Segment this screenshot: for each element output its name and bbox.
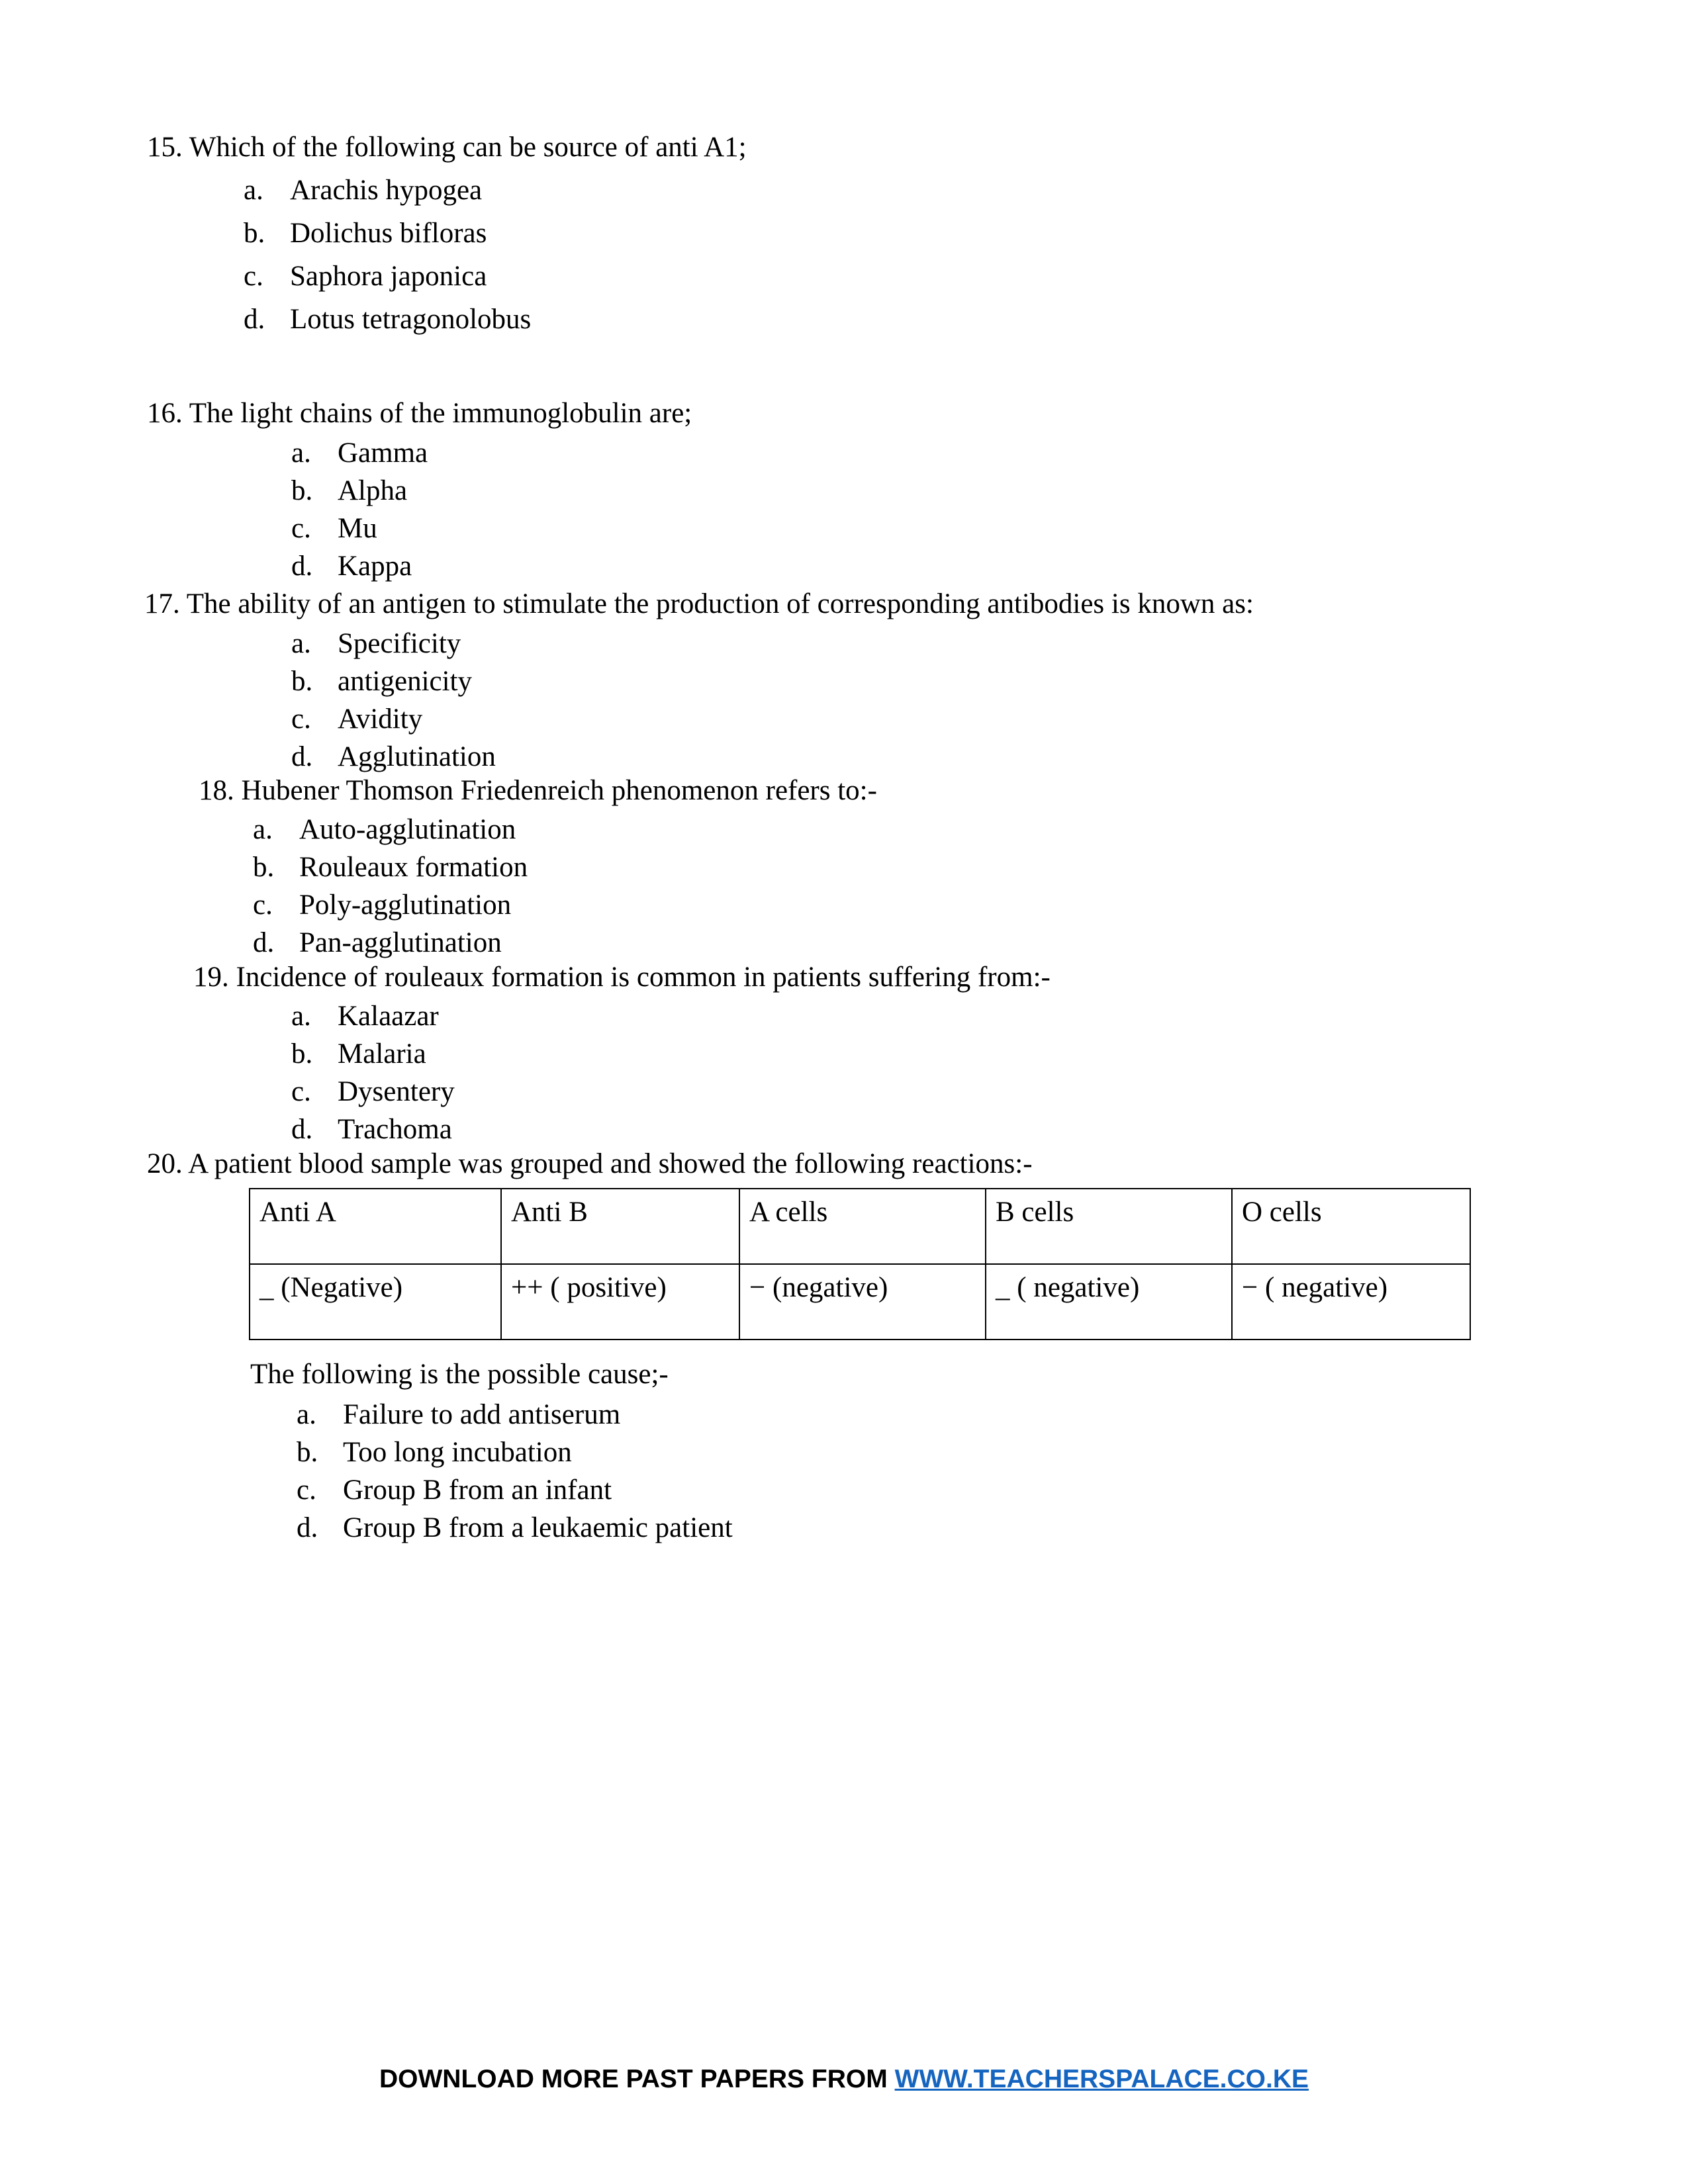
option-letter: c. [291, 1076, 311, 1107]
option-text: Avidity [338, 704, 423, 735]
option-17-c[interactable] [291, 700, 1688, 738]
question-number-16: 16. [147, 398, 183, 429]
table-cell-b-cells-result: _ ( negative) [986, 1264, 1232, 1340]
option-letter: c. [291, 513, 311, 544]
question-stem-15 [147, 128, 1688, 166]
question-number-20: 20. [147, 1148, 183, 1179]
option-16-b[interactable] [291, 472, 1688, 510]
option-letter: a. [291, 628, 311, 659]
table-header-cell-anti-a: Anti A [250, 1189, 501, 1264]
question-stem-19 [193, 958, 1688, 996]
option-15-c[interactable] [244, 257, 1688, 295]
table-cell-o-cells-result: − ( negative) [1232, 1264, 1470, 1340]
option-text: Gamma [338, 437, 428, 469]
option-text: Agglutination [338, 741, 496, 772]
table-header-cell-b-cells: B cells [986, 1189, 1232, 1264]
option-text: Trachoma [338, 1114, 452, 1145]
option-list-17 [291, 625, 1688, 776]
option-letter: a. [291, 1001, 311, 1032]
option-letter: b. [297, 1437, 318, 1468]
option-20-d[interactable] [297, 1509, 1688, 1547]
option-15-d[interactable] [244, 300, 1688, 338]
option-letter: c. [297, 1475, 316, 1506]
option-16-d[interactable] [291, 547, 1688, 585]
option-19-d[interactable] [291, 1111, 1688, 1148]
footer-prefix-text: DOWNLOAD MORE PAST PAPERS FROM [379, 2065, 895, 2093]
option-text: Poly-agglutination [299, 889, 512, 921]
option-20-c[interactable] [297, 1471, 1688, 1509]
option-list-18 [253, 811, 1688, 962]
option-text: Auto-agglutination [299, 814, 516, 845]
question-stem-20 [147, 1145, 1688, 1183]
option-text: Too long incubation [343, 1437, 572, 1468]
question-number-17: 17. [144, 588, 180, 619]
option-18-a[interactable] [253, 811, 1688, 848]
question-block-16 [0, 394, 1688, 585]
table-cell-anti-a-result: _ (Negative) [250, 1264, 501, 1340]
option-letter: d. [291, 1114, 313, 1145]
blood-grouping-table-wrapper [249, 1188, 1471, 1340]
option-letter: b. [291, 1038, 313, 1069]
table-header-cell-a-cells: A cells [739, 1189, 986, 1264]
option-text: Saphora japonica [290, 261, 487, 292]
option-list-20 [297, 1396, 1688, 1547]
page-footer [0, 2065, 1688, 2094]
option-text: Rouleaux formation [299, 852, 528, 883]
option-list-15 [244, 171, 1688, 338]
option-text: Specificity [338, 628, 461, 659]
option-letter: d. [244, 304, 265, 335]
question-block-15 [0, 128, 1688, 338]
option-18-b[interactable] [253, 848, 1688, 886]
option-letter: c. [244, 261, 263, 292]
option-letter: c. [253, 889, 273, 921]
option-16-a[interactable] [291, 434, 1688, 472]
option-19-c[interactable] [291, 1073, 1688, 1111]
option-15-b[interactable] [244, 214, 1688, 252]
option-text: antigenicity [338, 666, 472, 697]
question-text-15: Which of the following can be source of anti A1; [189, 132, 747, 163]
option-17-d[interactable] [291, 738, 1688, 776]
option-text: Group B from a leukaemic patient [343, 1512, 733, 1543]
teacherspalace-link[interactable]: WWW.TEACHERSPALACE.CO.KE [894, 2065, 1309, 2093]
option-15-a[interactable] [244, 171, 1688, 209]
question-text-17: The ability of an antigen to stimulate the production of corresponding antibodies is known as: [186, 588, 1254, 619]
option-16-c[interactable] [291, 510, 1688, 547]
question-text-16: The light chains of the immunoglobulin are; [189, 398, 692, 429]
option-text: Malaria [338, 1038, 426, 1069]
question-text-20: A patient blood sample was grouped and showed the following reactions:- [188, 1148, 1033, 1179]
option-text: Alpha [338, 475, 408, 506]
option-text: Failure to add antiserum [343, 1399, 621, 1430]
question-number-15: 15. [147, 132, 183, 163]
option-letter: b. [244, 218, 265, 249]
table-header-cell-anti-b: Anti B [501, 1189, 739, 1264]
option-19-a[interactable] [291, 997, 1688, 1035]
option-letter: a. [253, 814, 273, 845]
option-letter: d. [291, 551, 313, 582]
option-18-c[interactable] [253, 886, 1688, 924]
option-letter: a. [291, 437, 311, 469]
option-text: Dolichus bifloras [290, 218, 487, 249]
option-17-a[interactable] [291, 625, 1688, 662]
option-letter: d. [291, 741, 313, 772]
question-stem-16 [147, 394, 1688, 432]
option-20-b[interactable] [297, 1433, 1688, 1471]
option-text: Kalaazar [338, 1001, 439, 1032]
question-number-19: 19. [193, 962, 229, 993]
blood-grouping-table [249, 1188, 1471, 1340]
question-substem-20: The following is the possible cause;- [250, 1359, 669, 1390]
option-list-19 [291, 997, 1688, 1148]
question-text-19: Incidence of rouleaux formation is common in patients suffering from:- [236, 962, 1051, 993]
option-20-a[interactable] [297, 1396, 1688, 1433]
option-letter: d. [253, 927, 275, 958]
option-letter: b. [291, 666, 313, 697]
table-header-cell-o-cells: O cells [1232, 1189, 1470, 1264]
option-letter: c. [291, 704, 311, 735]
option-text: Pan-agglutination [299, 927, 502, 958]
option-17-b[interactable] [291, 662, 1688, 700]
question-stem-17 [144, 585, 1688, 623]
option-letter: b. [291, 475, 313, 506]
question-text-18: Hubener Thomson Friedenreich phenomenon refers to:- [241, 775, 877, 806]
option-text: Group B from an infant [343, 1475, 612, 1506]
question-block-19 [0, 958, 1688, 1148]
question-block-17 [0, 585, 1688, 776]
option-letter: b. [253, 852, 275, 883]
question-block-18 [0, 772, 1688, 962]
option-text: Lotus tetragonolobus [290, 304, 532, 335]
question-number-18: 18. [199, 775, 234, 806]
question-stem-18 [199, 772, 1688, 809]
question-block-20-continued [0, 1355, 1688, 1547]
table-cell-anti-b-result: ++ ( positive) [501, 1264, 739, 1340]
table-cell-a-cells-result: − (negative) [739, 1264, 986, 1340]
option-letter: a. [297, 1399, 316, 1430]
option-letter: d. [297, 1512, 318, 1543]
option-text: Dysentery [338, 1076, 455, 1107]
option-text: Mu [338, 513, 377, 544]
option-19-b[interactable] [291, 1035, 1688, 1073]
table-header-row [250, 1189, 1470, 1264]
option-text: Arachis hypogea [290, 175, 483, 206]
question-block-20 [0, 1145, 1688, 1183]
option-list-16 [291, 434, 1688, 585]
option-18-d[interactable] [253, 924, 1688, 962]
option-letter: a. [244, 175, 263, 206]
option-text: Kappa [338, 551, 412, 582]
table-row [250, 1264, 1470, 1340]
